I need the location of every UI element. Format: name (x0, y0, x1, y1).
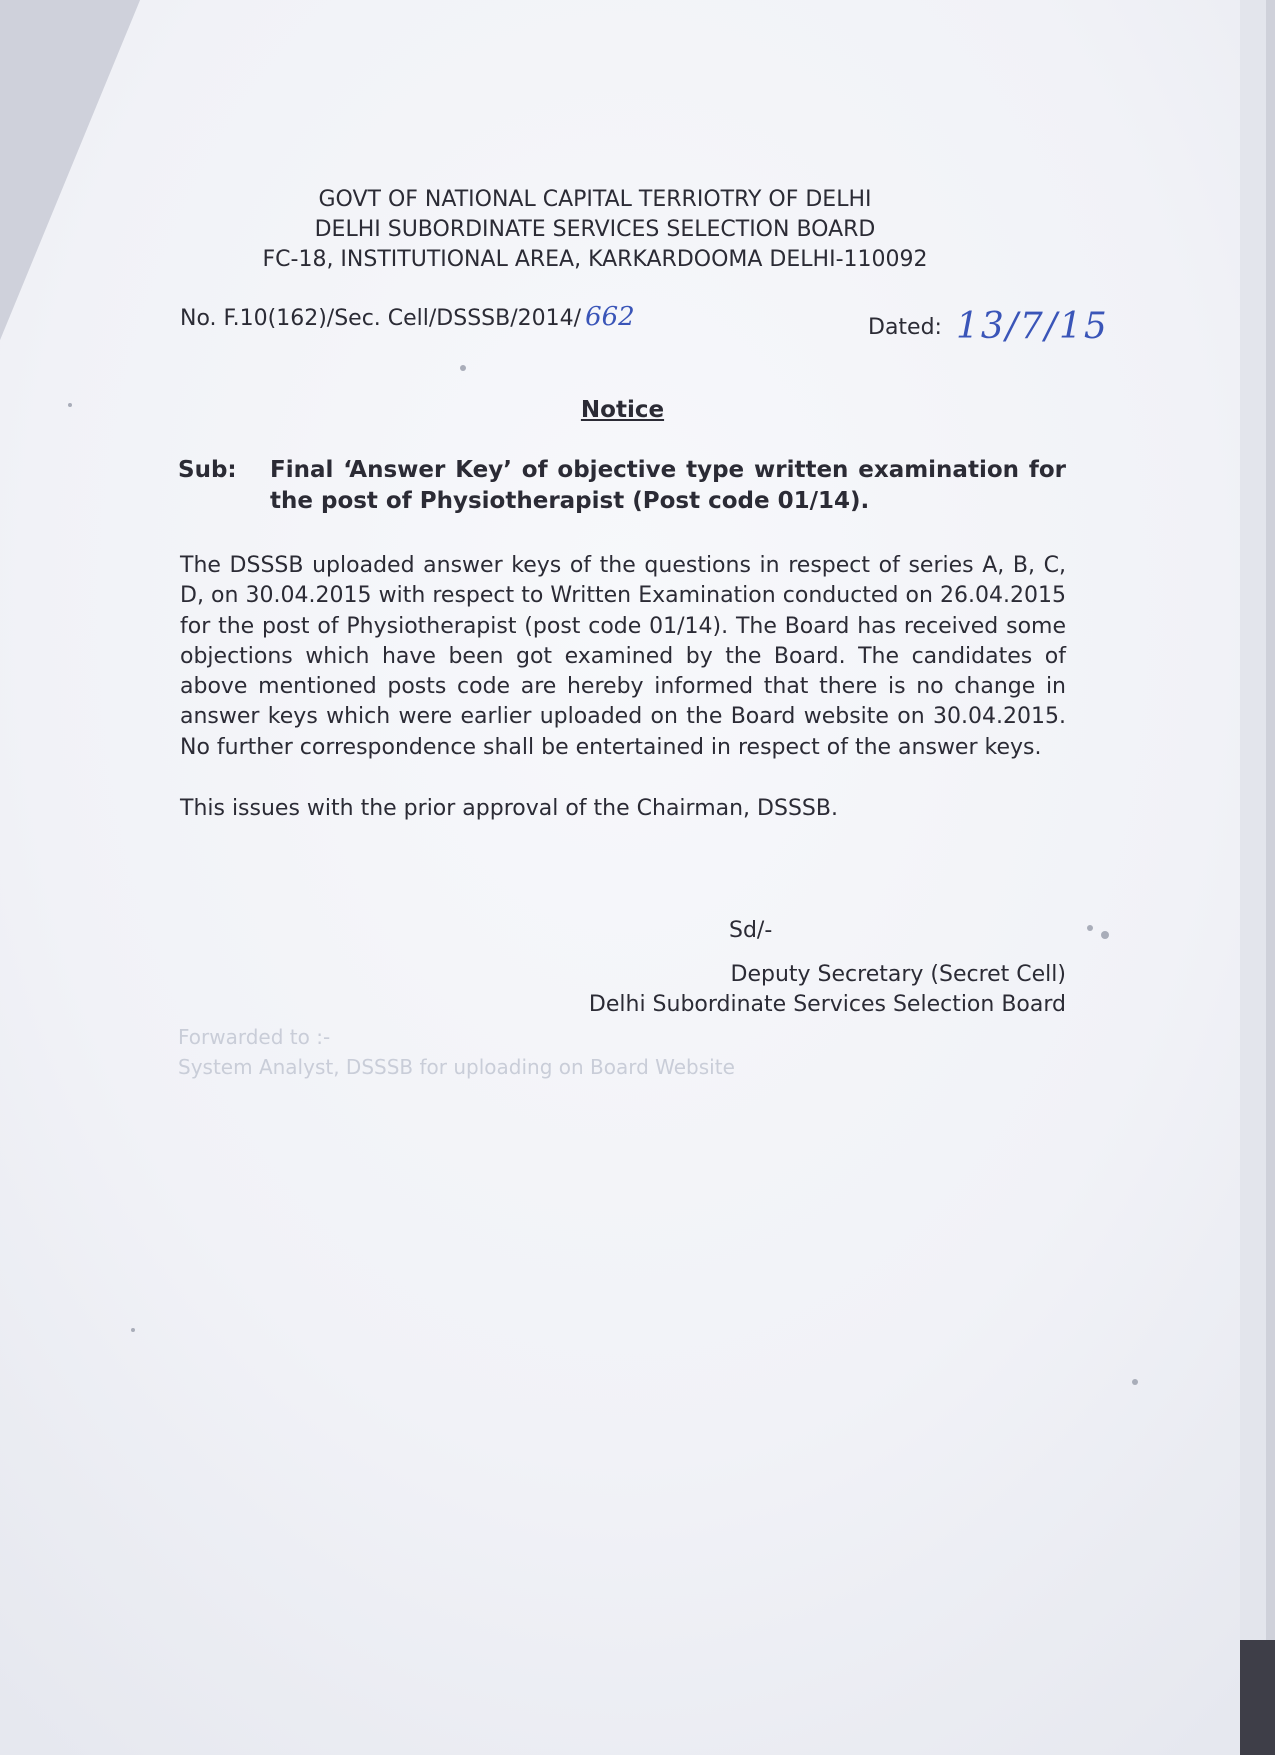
notice-title: Notice (580, 397, 665, 423)
notice-body-paragraph: The DSSSB uploaded answer keys of the questions in respect of series A, B, C, D, on 30.04.2015 with respect to Written Examination conducted on 26.04.2015 for the post of Physiotherapist (post code 01/14). The Board has received some objections which have been got examined by the Board. The candidates of above mentioned posts code are hereby informed that there is no change in answer keys which were earlier uploaded on the Board website on 30.04.2015. No further correspondence shall be entertained in respect of the answer keys. (180, 553, 1066, 760)
signatory-designation: Deputy Secretary (Secret Cell) (730, 962, 1066, 987)
letterhead (200, 185, 990, 275)
approval-statement: This issues with the prior approval of the Chairman, DSSSB. (180, 796, 838, 821)
faded-forwarding-line-1: Forwarded to :- (178, 1025, 331, 1049)
signatory-organization: Delhi Subordinate Services Selection Board (588, 992, 1066, 1017)
signature-mark: Sd/- (729, 918, 773, 943)
signatory-block (560, 960, 1066, 1020)
date-field (868, 302, 1109, 347)
reference-number (180, 302, 635, 332)
date-handwritten: 13/7/15 (955, 306, 1109, 347)
faded-forwarding-line-2: System Analyst, DSSSB for uploading on Board Website (178, 1055, 735, 1079)
reference-number-prefix: No. F.10(162)/Sec. Cell/DSSSB/2014/ (180, 306, 582, 331)
date-label: Dated: (868, 315, 942, 340)
faded-forwarding-text (178, 1022, 735, 1082)
subject-label: Sub: (178, 457, 237, 483)
reference-number-handwritten: 662 (585, 302, 635, 332)
subject-text: Final ‘Answer Key’ of objective type written examination for the post of Physiotherapist (Post code 01/14). (270, 457, 1066, 514)
letterhead-line-address: FC-18, INSTITUTIONAL AREA, KARKARDOOMA DELHI-110092 (262, 247, 928, 272)
letterhead-line-board: DELHI SUBORDINATE SERVICES SELECTION BOARD (314, 217, 876, 242)
letterhead-line-government: GOVT OF NATIONAL CAPITAL TERRIOTRY OF DELHI (318, 187, 872, 212)
